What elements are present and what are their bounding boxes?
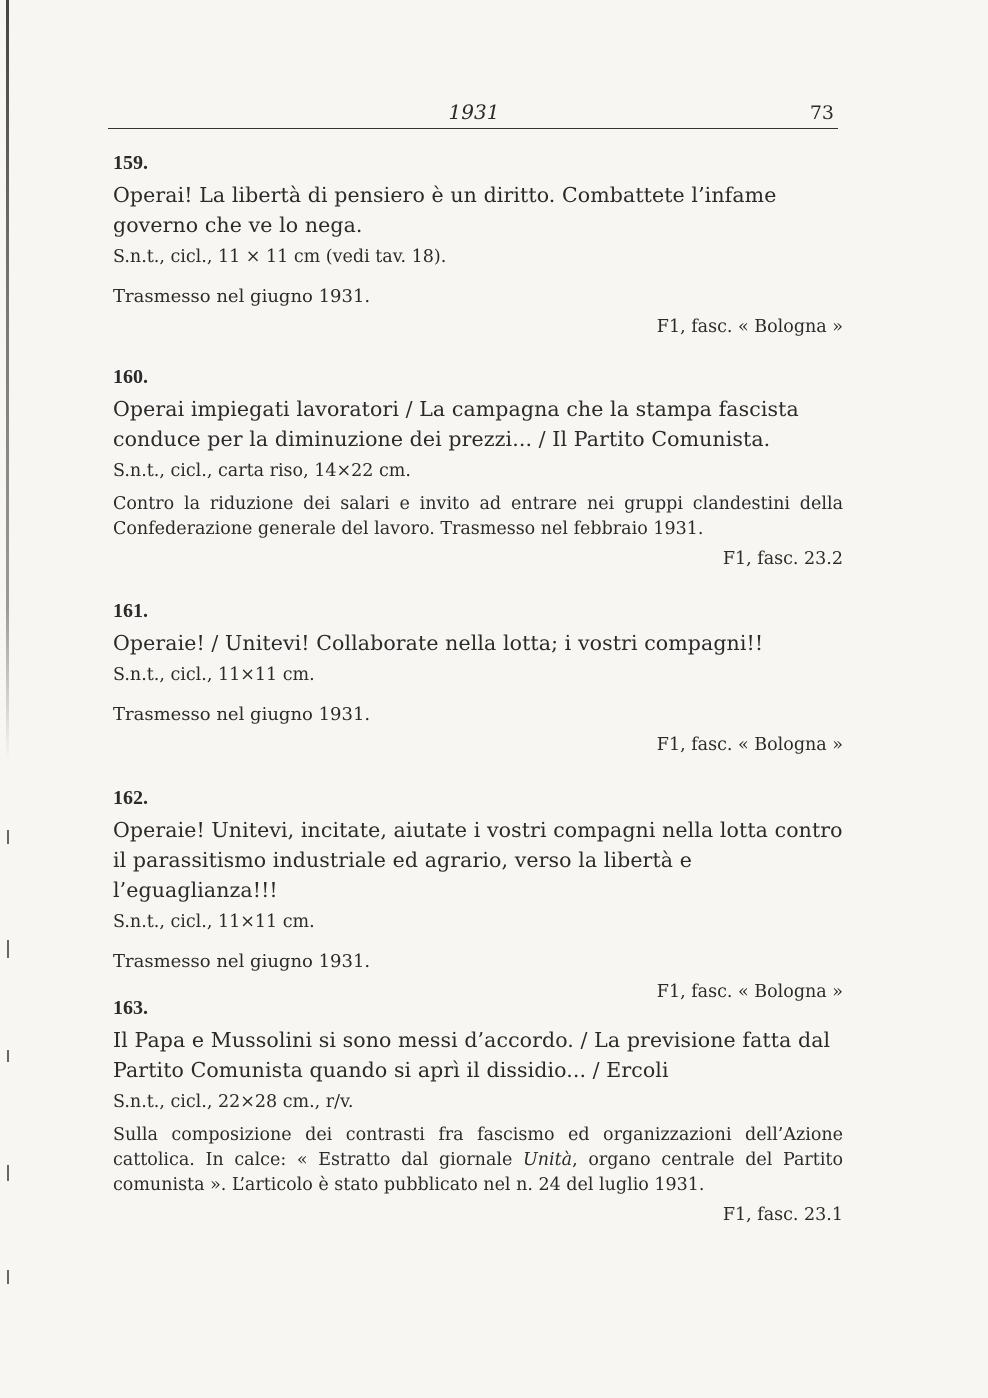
catalog-entry-160	[113, 364, 843, 572]
entry-note	[113, 1123, 843, 1198]
entry-publication: S.n.t., cicl., 22×28 cm., r/v.	[113, 1092, 354, 1112]
page-number: 73	[809, 102, 834, 124]
newspaper-title: Unità	[523, 1150, 573, 1170]
header-rule	[108, 128, 838, 129]
entry-number: 161.	[113, 600, 148, 622]
entry-publication: S.n.t., cicl., 11×11 cm.	[113, 912, 315, 932]
scan-mark	[7, 830, 9, 844]
entry-note: Contro la riduzione dei salari e invito ad entrare nei gruppi clandestini della Confederazione generale del lavoro. Trasmesso nel febbraio 1931.	[113, 494, 843, 539]
catalog-entry-159	[113, 150, 843, 340]
entry-number: 160.	[113, 366, 148, 388]
entry-title: Operaie! Unitevi, incitate, aiutate i vostri compagni nella lotta contro il parassitismo industriale ed agrario, verso la libertà e l’eguaglianza!!!	[113, 818, 843, 902]
page-header	[108, 100, 840, 126]
entry-publication: S.n.t., cicl., carta riso, 14×22 cm.	[113, 461, 411, 481]
scan-mark	[7, 1165, 9, 1181]
entry-title: Operai impiegati lavoratori / La campagna che la stampa fascista conduce per la diminuzione dei prezzi... / Il Partito Comunista.	[113, 397, 799, 451]
entry-publication: S.n.t., cicl., 11 × 11 cm (vedi tav. 18).	[113, 247, 447, 267]
entry-transmitted: Trasmesso nel giugno 1931.	[113, 951, 371, 972]
entry-reference: F1, fasc. « Bologna »	[656, 735, 843, 755]
scan-margin-shadow	[6, 0, 9, 760]
entry-title: Operaie! / Unitevi! Collaborate nella lotta; i vostri compagni!!	[113, 631, 764, 655]
entry-number: 162.	[113, 787, 148, 809]
entry-reference: F1, fasc. 23.1	[722, 1205, 843, 1225]
scan-mark	[7, 1050, 9, 1062]
entry-transmitted: Trasmesso nel giugno 1931.	[113, 286, 371, 307]
note-text: , organo centrale del Partito comunista ». L’articolo è stato pubblicato nel n. 24 del luglio 1931.	[113, 1150, 843, 1195]
entry-title: Operai! La libertà di pensiero è un diritto. Combattete l’infame governo che ve lo nega.	[113, 183, 777, 237]
entry-transmitted: Trasmesso nel giugno 1931.	[113, 704, 371, 725]
scan-mark	[7, 1270, 9, 1284]
note-text: Sulla composizione dei contrasti fra fascismo ed organizzazioni dell’Azione cattolica. In calce: « Estratto dal giornale	[113, 1125, 843, 1170]
scan-mark	[7, 940, 9, 958]
catalog-entry-163	[113, 995, 843, 1228]
entry-number: 159.	[113, 152, 148, 174]
entry-reference: F1, fasc. 23.2	[722, 549, 843, 569]
entry-publication: S.n.t., cicl., 11×11 cm.	[113, 665, 315, 685]
entry-title: Il Papa e Mussolini si sono messi d’accordo. / La previsione fatta dal Partito Comunista quando si aprì il dissidio... / Ercoli	[113, 1028, 831, 1082]
running-head-year: 1931	[448, 100, 500, 124]
catalog-entry-162	[113, 785, 843, 1005]
entry-number: 163.	[113, 997, 148, 1019]
entry-reference: F1, fasc. « Bologna »	[656, 982, 843, 1002]
catalog-entry-161	[113, 598, 843, 758]
entry-reference: F1, fasc. « Bologna »	[656, 317, 843, 337]
